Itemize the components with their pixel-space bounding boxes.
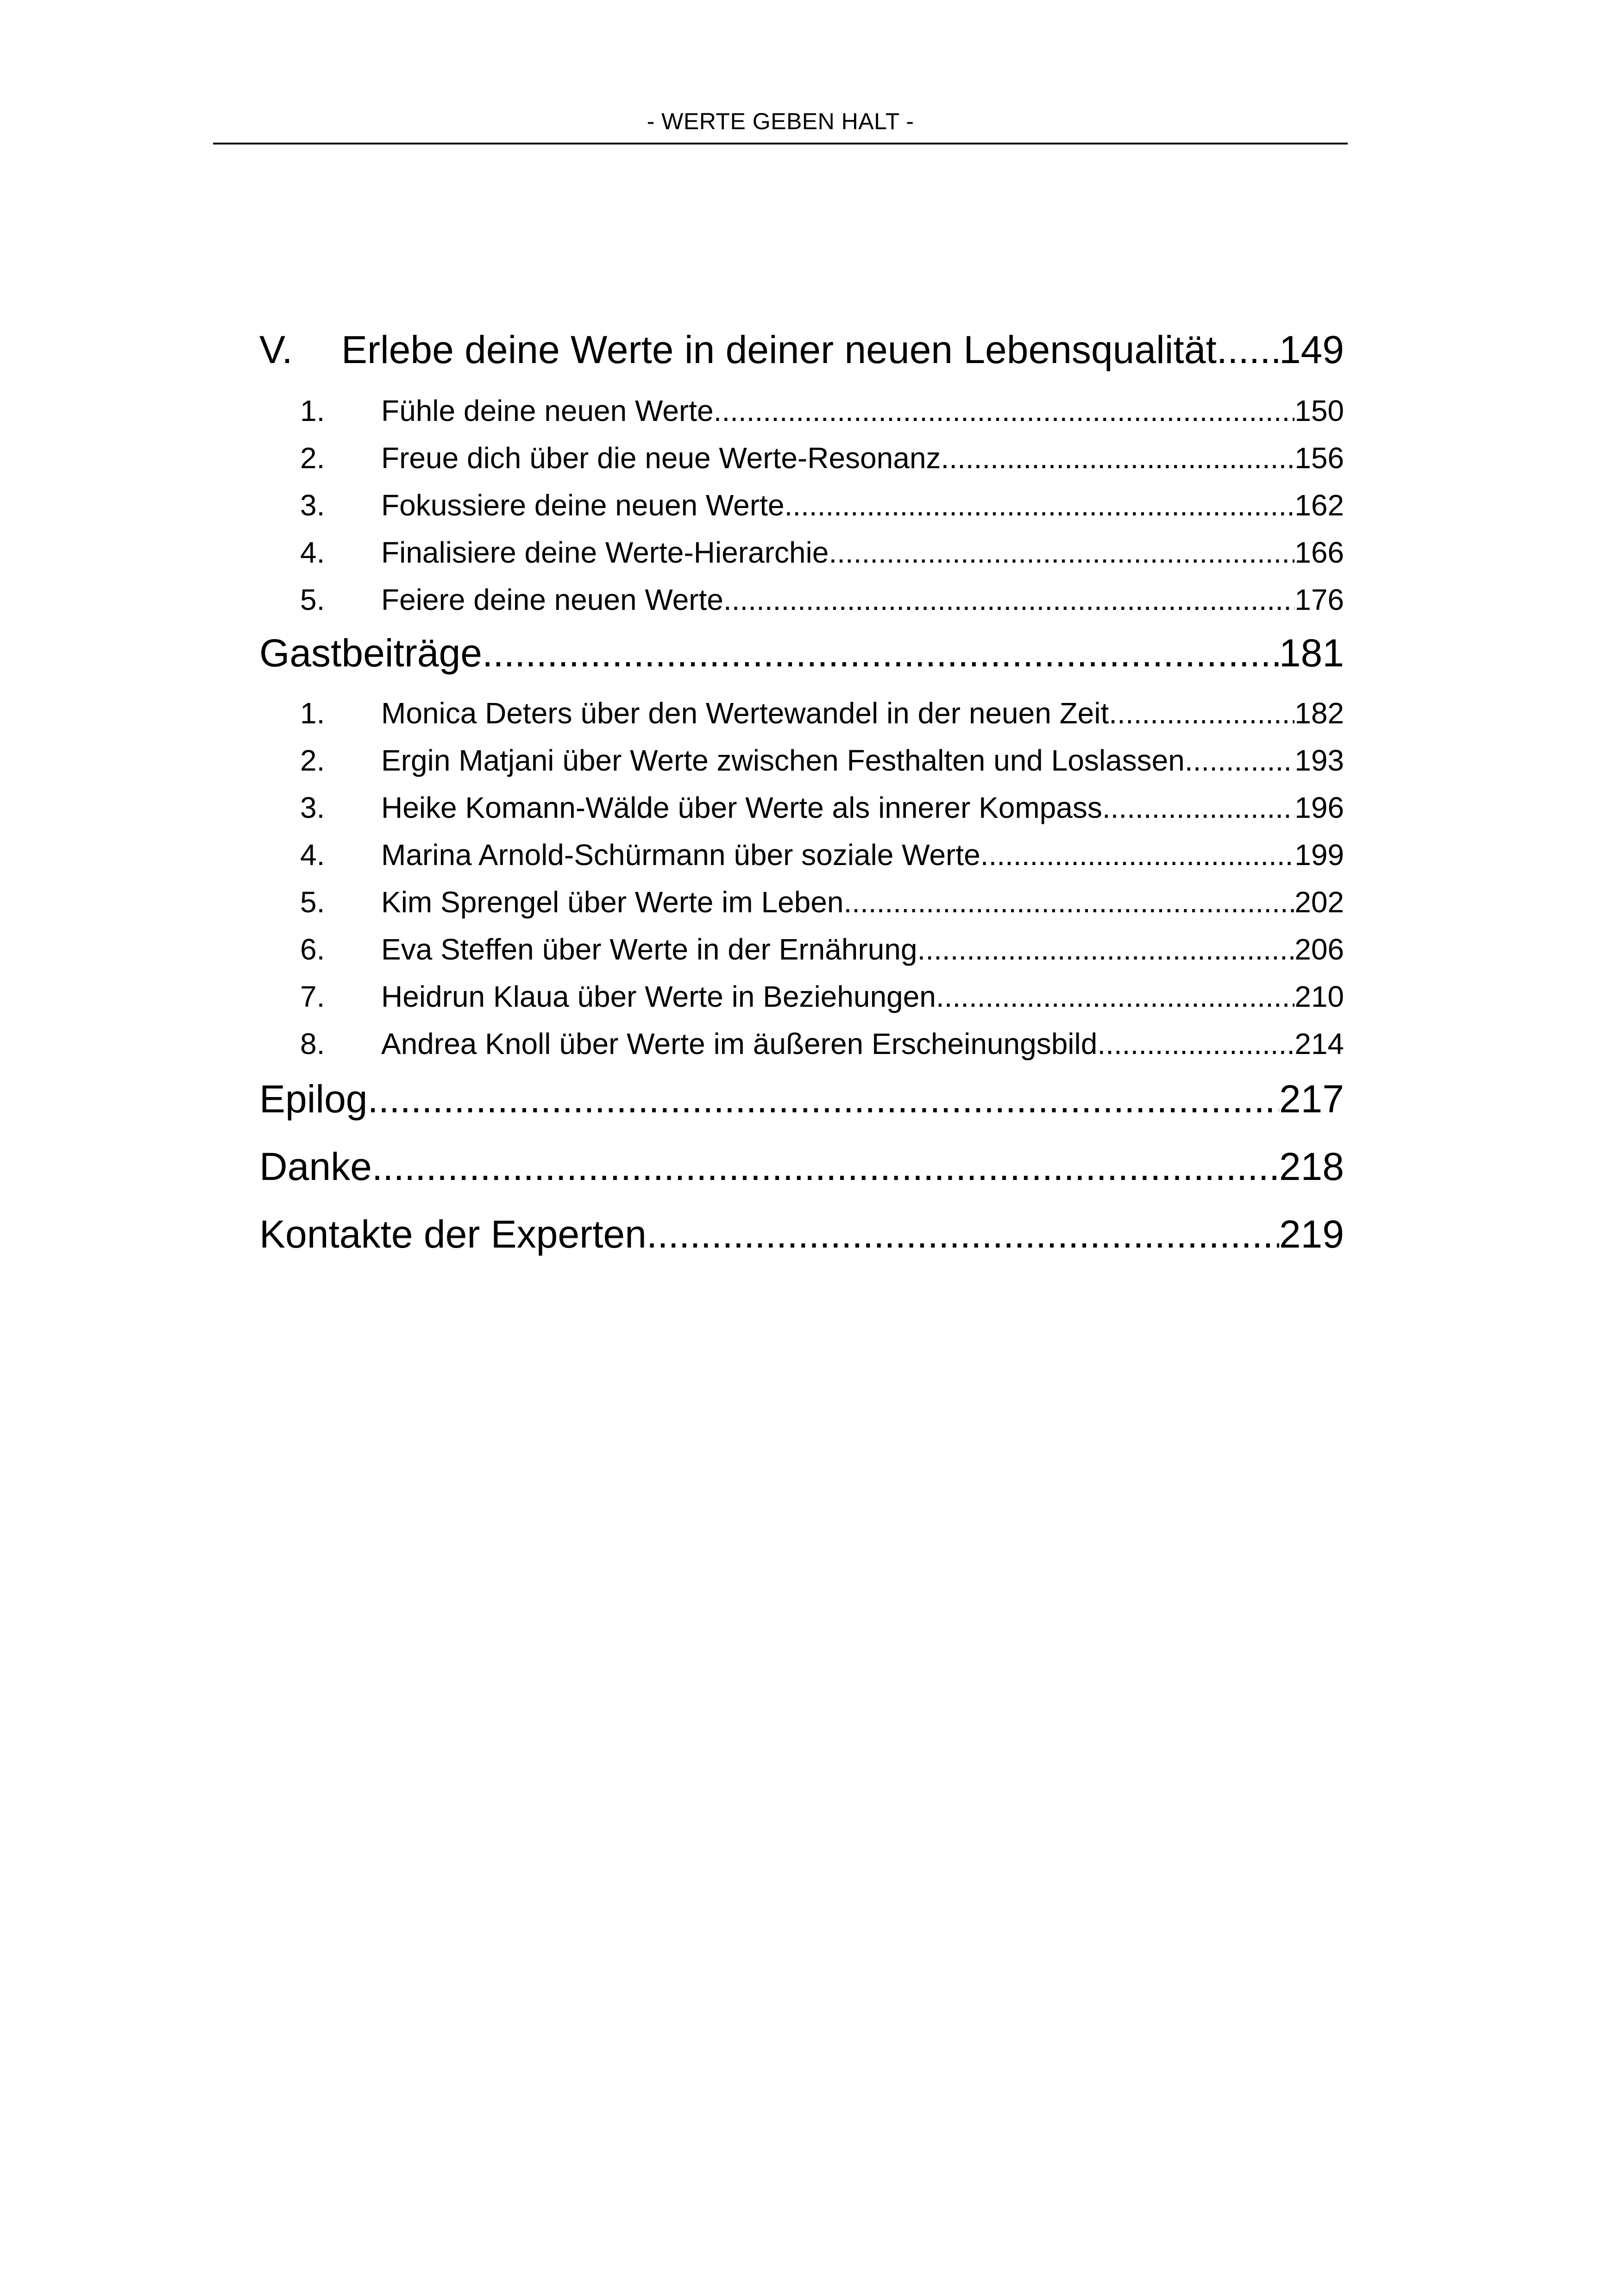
toc-dot-leader	[714, 391, 1295, 430]
toc-page-number: 214	[1294, 1027, 1344, 1060]
toc-dot-leader	[647, 1209, 1279, 1260]
toc-item-title: Heidrun Klaua über Werte in Beziehungen	[381, 980, 936, 1013]
toc-item[interactable]	[300, 1024, 1344, 1063]
toc-item-title: Andrea Knoll über Werte im äußeren Erscheinungsbild	[381, 1027, 1098, 1060]
toc-page-number: 150	[1294, 394, 1344, 427]
toc-page-number: 149	[1279, 328, 1344, 371]
toc-page-number: 202	[1294, 885, 1344, 919]
toc-item[interactable]	[300, 486, 1344, 525]
toc-page-number: 193	[1294, 744, 1344, 777]
toc-item[interactable]	[300, 788, 1344, 827]
toc-item-number: 3.	[300, 489, 325, 522]
toc-chapter-number: V.	[259, 328, 293, 371]
toc-item-number: 5.	[300, 885, 325, 919]
toc-section-title: Danke	[259, 1145, 372, 1188]
toc-page-number: 218	[1279, 1145, 1344, 1188]
toc-page-number: 176	[1294, 583, 1344, 616]
toc-item[interactable]	[300, 977, 1344, 1016]
toc-dot-leader	[936, 977, 1294, 1016]
toc-item-title: Ergin Matjani über Werte zwischen Festhalten und Loslassen	[381, 744, 1185, 777]
toc-dot-leader	[1109, 694, 1294, 733]
toc-page-number: 156	[1294, 441, 1344, 475]
toc-item[interactable]	[300, 930, 1344, 969]
toc-section-epilog[interactable]	[259, 1073, 1344, 1124]
toc-item-title: Heike Komann-Wälde über Werte als innerer Kompass	[381, 791, 1102, 824]
toc-page-number: 206	[1294, 933, 1344, 966]
toc-item-title: Finalisiere deine Werte-Hierarchie	[381, 536, 829, 569]
toc-page-number: 210	[1294, 980, 1344, 1013]
toc-section-title: Epilog	[259, 1077, 368, 1121]
toc-dot-leader	[980, 835, 1295, 874]
toc-page-number: 199	[1294, 838, 1344, 872]
toc-dot-leader	[784, 486, 1294, 525]
toc-page-number: 162	[1294, 489, 1344, 522]
toc-item[interactable]	[300, 694, 1344, 733]
toc-item[interactable]	[300, 391, 1344, 430]
toc-section-gastbeitraege[interactable]	[259, 627, 1344, 678]
running-header: - WERTE GEBEN HALT -	[647, 108, 914, 134]
toc-item-number: 4.	[300, 536, 325, 569]
toc-dot-leader	[723, 580, 1294, 619]
toc-item-number: 4.	[300, 838, 325, 872]
toc-section-danke[interactable]	[259, 1141, 1344, 1192]
toc-item[interactable]	[300, 439, 1344, 477]
toc-chapter-title: Erlebe deine Werte in deiner neuen Lebensqualität	[341, 328, 1217, 371]
toc-dot-leader	[482, 627, 1279, 678]
toc-dot-leader	[843, 883, 1294, 922]
toc-section-title: Kontakte der Experten	[259, 1212, 647, 1256]
toc-dot-leader	[1102, 788, 1294, 827]
toc-item[interactable]	[300, 533, 1344, 572]
toc-item-number: 3.	[300, 791, 325, 824]
toc-item-title: Monica Deters über den Wertewandel in der neuen Zeit	[381, 696, 1109, 730]
toc-section-kontakte[interactable]	[259, 1209, 1344, 1260]
toc-page-number: 182	[1294, 696, 1344, 730]
toc-item-title: Fokussiere deine neuen Werte	[381, 489, 785, 522]
toc-item-number: 5.	[300, 583, 325, 616]
toc-item-number: 6.	[300, 933, 325, 966]
toc-page-number: 196	[1294, 791, 1344, 824]
toc-item-number: 2.	[300, 441, 325, 475]
toc-page-number: 166	[1294, 536, 1344, 569]
toc-item-title: Kim Sprengel über Werte im Leben	[381, 885, 844, 919]
toc-item-number: 8.	[300, 1027, 325, 1060]
toc-item-title: Fühle deine neuen Werte	[381, 394, 714, 427]
toc-item-title: Marina Arnold-Schürmann über soziale Werte	[381, 838, 980, 872]
toc-dot-leader	[1185, 741, 1294, 780]
toc-dot-leader	[941, 439, 1294, 477]
toc-item[interactable]	[300, 835, 1344, 874]
toc-item[interactable]	[300, 741, 1344, 780]
toc-item-number: 7.	[300, 980, 325, 1013]
toc-item-title: Freue dich über die neue Werte-Resonanz	[381, 441, 941, 475]
toc-dot-leader	[1217, 324, 1279, 375]
toc-section-title: Gastbeiträge	[259, 631, 482, 675]
toc-item-title: Feiere deine neuen Werte	[381, 583, 723, 616]
toc-item-number: 2.	[300, 744, 325, 777]
toc-item[interactable]	[300, 883, 1344, 922]
toc-chapter-v[interactable]	[259, 324, 1344, 375]
toc-dot-leader	[917, 930, 1294, 969]
toc-dot-leader	[368, 1073, 1279, 1124]
toc-dot-leader	[1097, 1024, 1294, 1063]
toc-item-number: 1.	[300, 696, 325, 730]
toc-dot-leader	[829, 533, 1294, 572]
toc-item[interactable]	[300, 580, 1344, 619]
toc-page-number: 181	[1279, 631, 1344, 675]
toc-dot-leader	[372, 1141, 1279, 1192]
toc-page-number: 219	[1279, 1212, 1344, 1256]
toc-page-number: 217	[1279, 1077, 1344, 1121]
toc-item-title: Eva Steffen über Werte in der Ernährung	[381, 933, 917, 966]
toc-item-number: 1.	[300, 394, 325, 427]
